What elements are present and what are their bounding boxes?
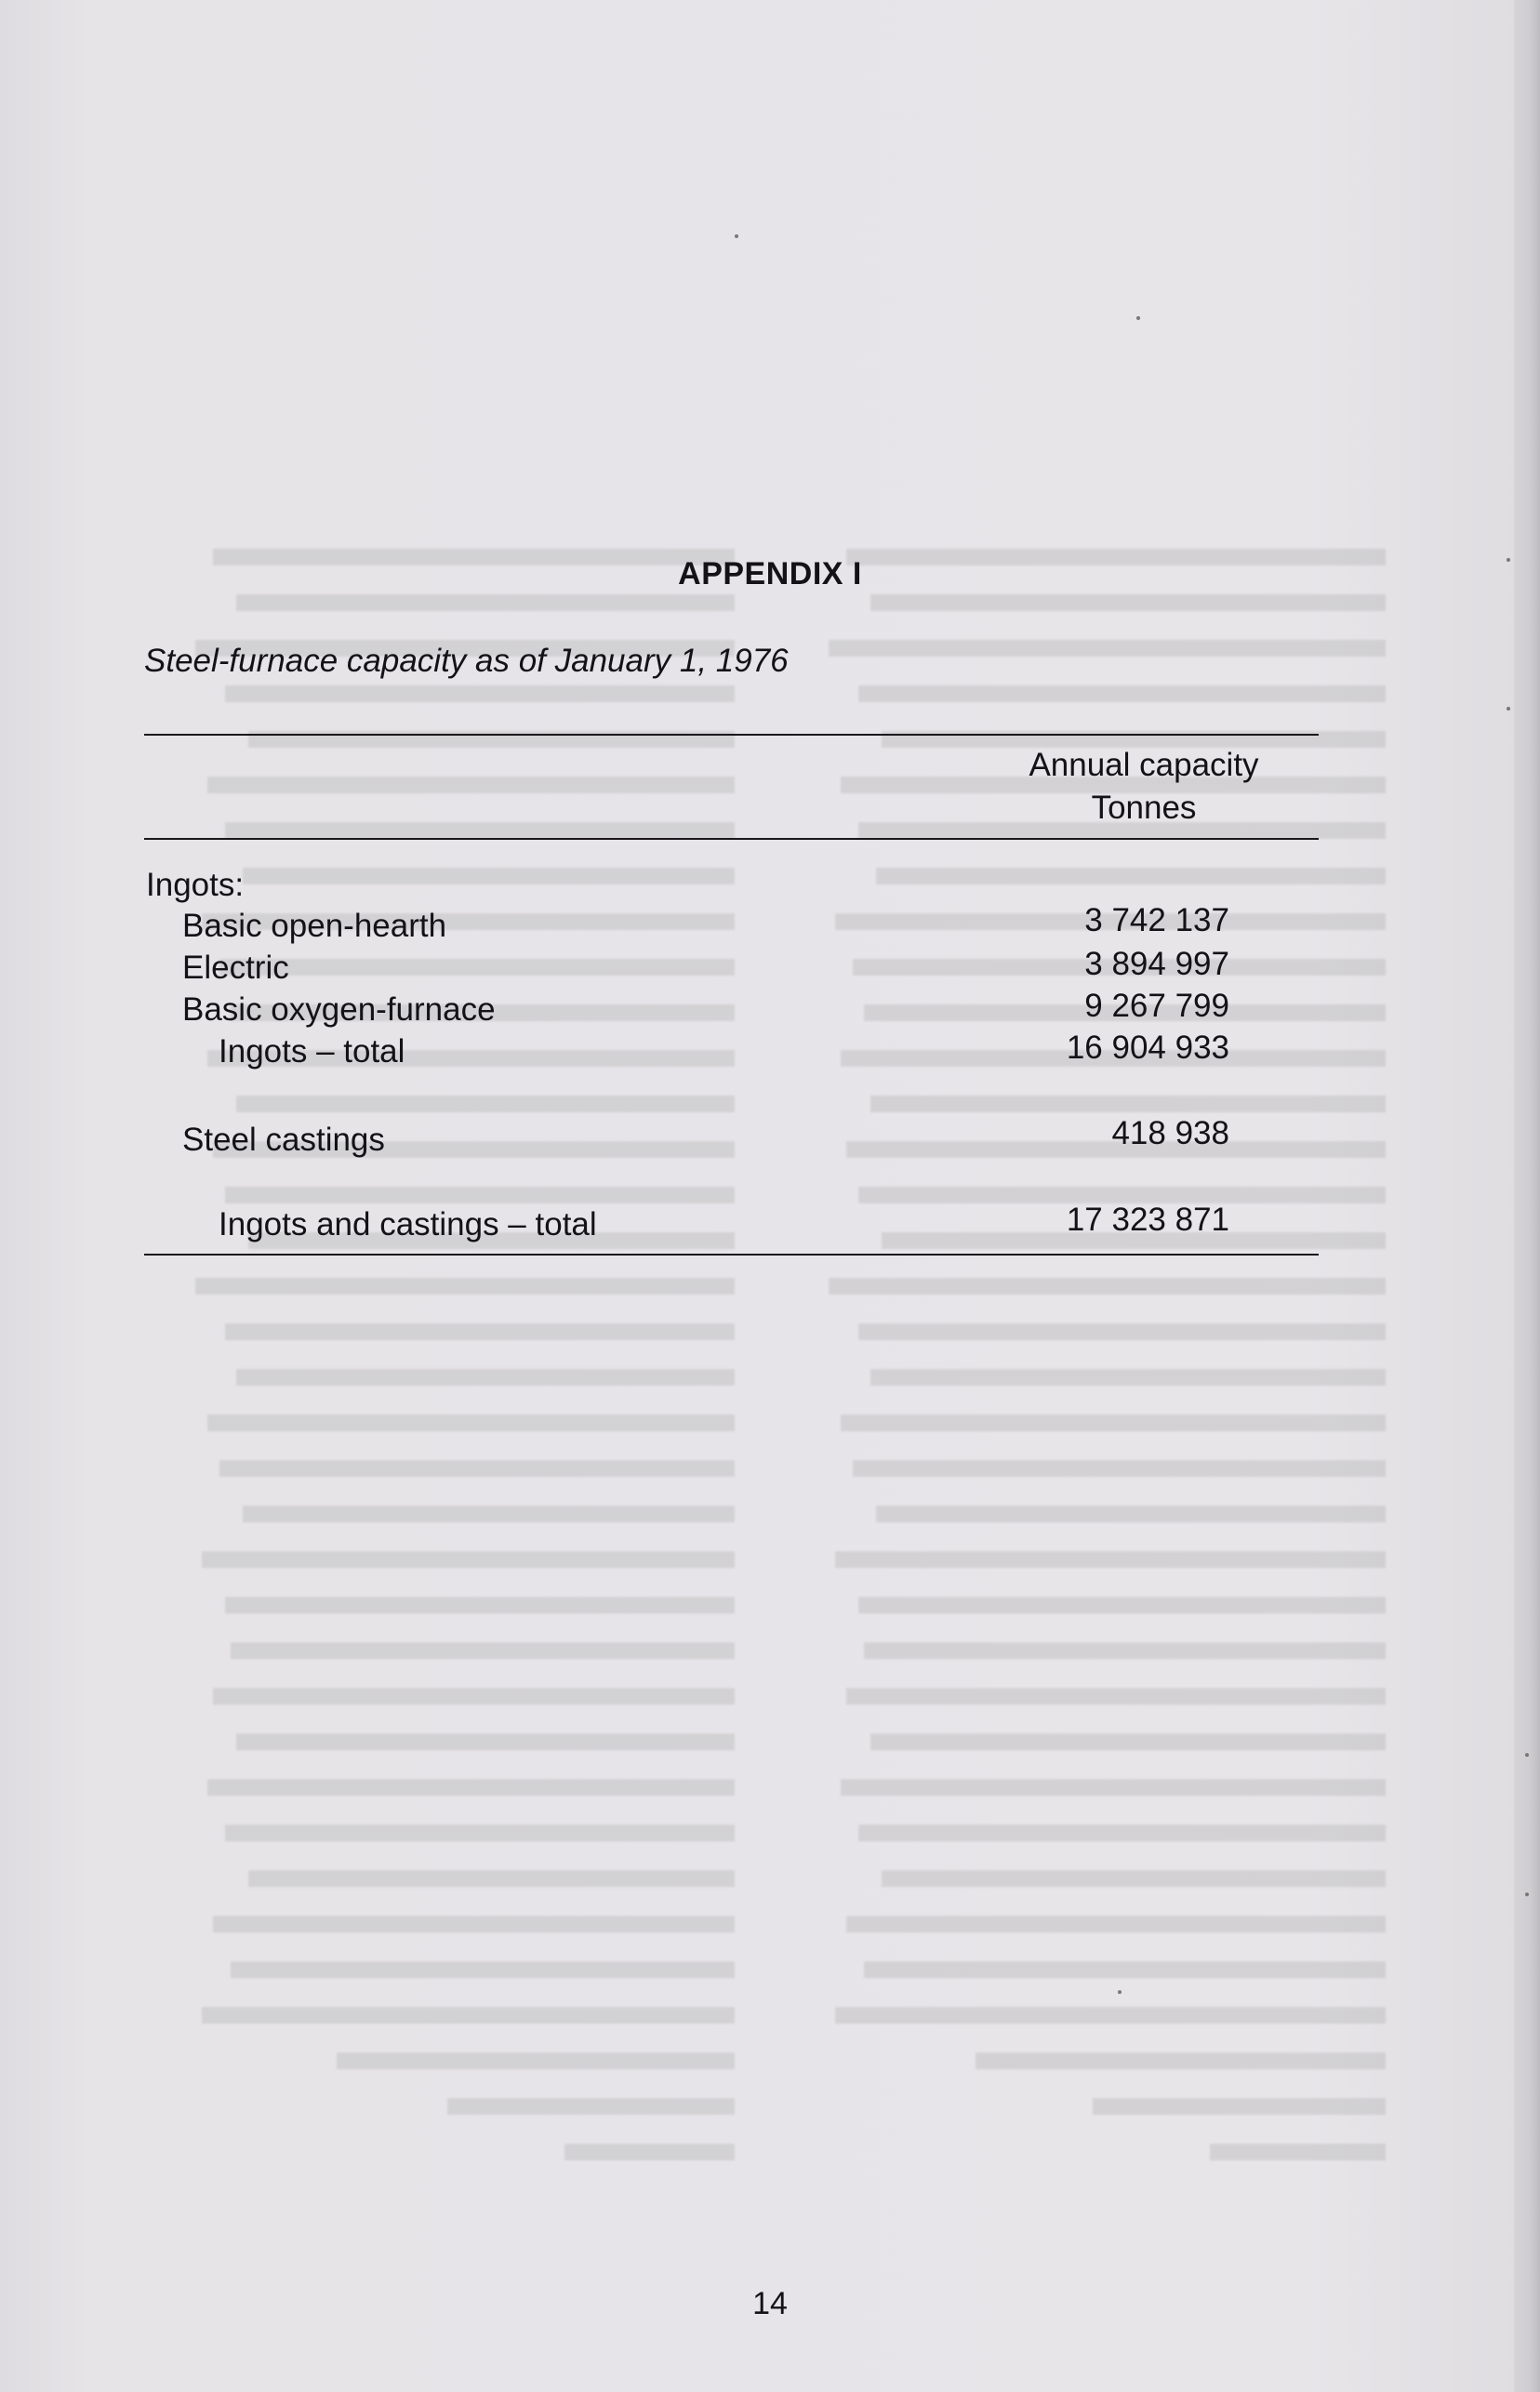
row-value-ingots-and-castings-total: 17 323 871 (1066, 1202, 1229, 1238)
show-through-line (207, 777, 735, 793)
show-through-line (213, 1916, 735, 1933)
column-header (967, 744, 1321, 830)
show-through-line (876, 1506, 1386, 1522)
show-through-line (225, 1323, 735, 1340)
show-through-line (225, 1187, 735, 1203)
row-label-electric: Electric (182, 950, 289, 986)
show-through-line (213, 1688, 735, 1705)
show-through-line (237, 1096, 736, 1112)
row-label-ingots-and-castings-total: Ingots and castings – total (219, 1206, 597, 1243)
show-through-line (858, 685, 1386, 702)
row-value-basic-oxygen-furnace: 9 267 799 (1084, 988, 1229, 1024)
page-edge (1514, 0, 1540, 2392)
show-through-line (564, 2144, 735, 2160)
show-through-line (337, 2053, 735, 2069)
show-through-line (237, 1734, 736, 1750)
show-through-line (846, 1916, 1386, 1933)
row-label-ingots-total: Ingots – total (219, 1033, 405, 1070)
show-through-line (195, 1278, 735, 1295)
show-through-line (870, 1734, 1386, 1750)
show-through-line (243, 868, 735, 884)
column-header-line2: Tonnes (1091, 790, 1197, 826)
show-through-line (219, 1460, 735, 1477)
show-through-line (876, 868, 1386, 884)
show-through-line (976, 2053, 1386, 2069)
row-label-basic-oxygen-furnace: Basic oxygen-furnace (182, 991, 496, 1028)
show-through-line (858, 1323, 1386, 1340)
row-label-basic-open-hearth: Basic open-hearth (182, 908, 447, 944)
show-through-line (202, 1551, 735, 1568)
show-through-line (830, 640, 1387, 657)
show-through-line (846, 1688, 1386, 1705)
show-through-line (225, 685, 735, 702)
row-value-ingots-total: 16 904 933 (1066, 1030, 1229, 1066)
show-through-line (237, 1369, 736, 1386)
table-title: Steel-furnace capacity as of January 1, 1976 (144, 643, 789, 679)
show-through-line (864, 1642, 1386, 1659)
show-through-line (243, 1506, 735, 1522)
show-through-line (231, 1642, 735, 1659)
show-through-line (835, 2007, 1386, 2024)
show-through-line (870, 594, 1386, 611)
row-label-steel-castings: Steel castings (182, 1122, 385, 1158)
show-through-line (225, 822, 735, 839)
show-through-line (207, 1415, 735, 1431)
column-header-line1: Annual capacity (1029, 747, 1259, 783)
top-rule (144, 734, 1319, 736)
show-through-line (207, 1779, 735, 1796)
show-through-column-right (149, 549, 735, 2189)
show-through-line (202, 2007, 735, 2024)
show-through-line (858, 1597, 1386, 1614)
show-through-line (870, 1096, 1386, 1112)
row-value-steel-castings: 418 938 (1111, 1115, 1229, 1151)
show-through-line (447, 2098, 735, 2115)
show-through-line (841, 1415, 1386, 1431)
show-through-line (841, 1779, 1386, 1796)
show-through-line (1210, 2144, 1386, 2160)
show-through-line (231, 1961, 735, 1978)
page-number: 14 (752, 2286, 788, 2321)
show-through-line (882, 1870, 1386, 1887)
show-through-line (858, 1825, 1386, 1841)
header-rule (144, 838, 1319, 840)
row-value-electric: 3 894 997 (1084, 946, 1229, 982)
row-value-basic-open-hearth: 3 742 137 (1084, 902, 1229, 938)
show-through-line (853, 1460, 1386, 1477)
show-through-line (835, 1551, 1386, 1568)
show-through-line (219, 959, 735, 976)
show-through-line (225, 1825, 735, 1841)
show-through-line (248, 1870, 735, 1887)
show-through-line (1093, 2098, 1386, 2115)
row-label-ingots: Ingots: (146, 867, 245, 903)
show-through-line (870, 1369, 1386, 1386)
show-through-line (237, 594, 736, 611)
show-through-line (830, 1278, 1387, 1295)
show-through-line (864, 1961, 1386, 1978)
bottom-rule (144, 1254, 1319, 1256)
appendix-heading: APPENDIX I (678, 556, 862, 591)
show-through-line (225, 1597, 735, 1614)
